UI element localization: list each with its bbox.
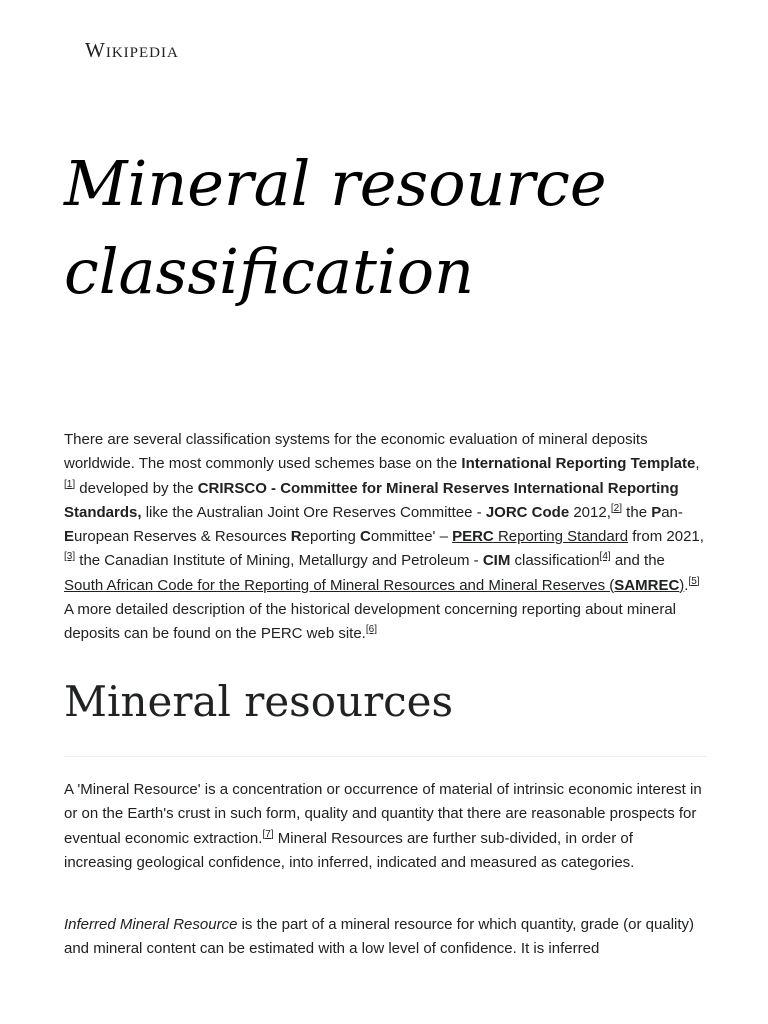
lead-bold-letter: R (290, 528, 302, 546)
lead-text: the (622, 503, 652, 521)
paragraph-text: A 'Mineral Resource' is a concentration or occurrence of material of intrinsic economic interest in or on the Earth's crust in such form, quality and quantity that there are reasonable prospects for eventual economic extraction. (64, 781, 702, 847)
samrec-link[interactable] (64, 577, 684, 594)
inferred-resource-paragraph (64, 913, 704, 962)
lead-text: from 2021, (628, 528, 704, 546)
wikipedia-wordmark[interactable]: Wikipedia (85, 38, 179, 62)
inferred-term: Inferred Mineral Resource (64, 916, 238, 933)
lead-text: an- (661, 503, 683, 521)
page-title: Mineral resource classification (64, 147, 607, 308)
lead-text: , (695, 455, 700, 473)
lead-text: and the (610, 552, 665, 570)
reference-6[interactable] (366, 624, 377, 635)
reference-link-4[interactable]: [4] (599, 551, 611, 563)
reference-5[interactable] (688, 576, 699, 587)
lead-paragraph (64, 428, 704, 647)
paragraph-text: Mineral Resources are further sub-divided, in order of increasing geological confidence, into inferred, indicated and measured as categories. (64, 829, 635, 871)
reference-link-7[interactable]: [7] (262, 828, 274, 840)
lead-bold-crirsco: CRIRSCO - Committee for Mineral Reserves International Reporting Standards, (64, 479, 679, 521)
lead-text: like the Australian Joint Ore Reserves Committee - (141, 503, 486, 521)
section-heading-mineral-resources: Mineral resources (64, 677, 454, 726)
lead-text: ommittee' – (370, 528, 453, 546)
lead-text: classification (510, 552, 600, 570)
lead-text: the Canadian Institute of Mining, Metallurgy and Petroleum - (75, 552, 483, 570)
reference-1[interactable] (64, 479, 75, 490)
lead-text: eporting (301, 528, 361, 546)
mineral-resource-paragraph (64, 778, 704, 875)
lead-text: uropean Reserves & Resources (74, 528, 291, 546)
reference-link-2[interactable]: [2] (610, 502, 623, 514)
lead-bold-cim: CIM (482, 552, 511, 570)
lead-bold-jorc: JORC Code (485, 503, 570, 521)
lead-text: developed by the (75, 479, 198, 497)
section-divider (64, 756, 706, 757)
lead-text: A more detailed description of the historical development concerning reporting about mineral deposits can be found on the PERC web site. (64, 601, 677, 643)
lead-text: 2012, (569, 503, 611, 521)
reference-3[interactable] (64, 551, 75, 562)
reference-link-5[interactable]: [5] (688, 575, 700, 587)
reference-7[interactable] (262, 829, 273, 840)
perc-link-bold: PERC (452, 528, 494, 546)
perc-link-text: Reporting Standard (493, 528, 629, 546)
lead-bold-irt: International Reporting Template (461, 455, 696, 473)
reference-2[interactable] (611, 503, 622, 514)
paragraph-text: is the part of a mineral resource for which quantity, grade (or quality) and mineral content can be estimated with a low level of confidence. It is inferred (64, 916, 695, 958)
perc-standard-link[interactable] (452, 528, 628, 545)
lead-text: There are several classification systems for the economic evaluation of mineral deposits worldwide. The most commonly used schemes base on the (64, 431, 648, 473)
samrec-link-text: South African Code for the Reporting of Mineral Resources and Mineral Reserves ( (64, 576, 615, 594)
lead-bold-letter: P (651, 503, 662, 521)
lead-bold-letter: E (64, 528, 75, 546)
samrec-link-bold: SAMREC (614, 576, 680, 594)
lead-bold-letter: C (360, 528, 371, 546)
reference-link-3[interactable]: [3] (64, 551, 76, 563)
reference-link-1[interactable]: [1] (64, 478, 76, 490)
reference-link-6[interactable]: [6] (365, 624, 377, 636)
reference-4[interactable] (600, 551, 611, 562)
lead-text: . (684, 576, 689, 594)
samrec-link-close: ) (679, 576, 685, 594)
